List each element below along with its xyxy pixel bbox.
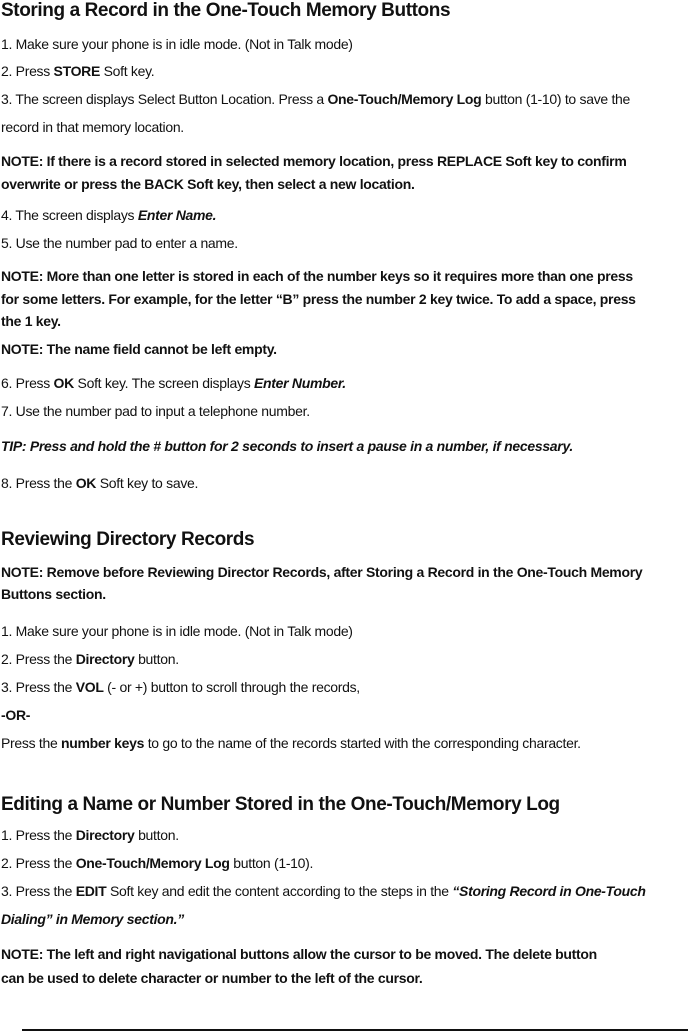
step-text: 7. Use the number pad to input a telephone number. (1, 403, 310, 419)
step-text: 5. Use the number pad to enter a name. (1, 235, 238, 251)
section-heading-reviewing: Reviewing Directory Records (1, 529, 255, 550)
section-heading-storing: Storing a Record in the One-Touch Memory Buttons (1, 0, 451, 21)
step-text: 3. Press the VOL (- or +) button to scroll through the records, (1, 679, 360, 695)
note-text: can be used to delete character or number to the left of the cursor. (1, 970, 423, 986)
note-text: NOTE: If there is a record stored in selected memory location, press REPLACE Soft key to confirm (1, 153, 627, 169)
step-text: 1. Make sure your phone is in idle mode. (Not in Talk mode) (1, 36, 353, 52)
note-text: Buttons section. (1, 586, 106, 602)
step-text: 2. Press the Directory button. (1, 651, 179, 667)
note-text: NOTE: Remove before Reviewing Director Records, after Storing a Record in the One-Touch Memory (1, 564, 643, 580)
step-text: record in that memory location. (1, 119, 184, 135)
section-heading-editing: Editing a Name or Number Stored in the One-Touch/Memory Log (1, 794, 560, 815)
step-text: Press the number keys to go to the name of the records started with the corresponding character. (1, 735, 581, 751)
step-text: 3. Press the EDIT Soft key and edit the content according to the steps in the “Storing Record in One-Touch (1, 883, 646, 899)
footer-rule (22, 1029, 688, 1031)
note-text: NOTE: The left and right navigational buttons allow the cursor to be moved. The delete button (1, 946, 597, 962)
note-text: NOTE: The name field cannot be left empty. (1, 341, 277, 357)
step-text: 1. Make sure your phone is in idle mode. (Not in Talk mode) (1, 623, 353, 639)
note-text: the 1 key. (1, 313, 61, 329)
step-text: 2. Press the One-Touch/Memory Log button (1-10). (1, 855, 314, 871)
step-text: 4. The screen displays Enter Name. (1, 207, 217, 223)
note-text: NOTE: More than one letter is stored in each of the number keys so it requires more than one press (1, 268, 633, 284)
step-text: Dialing” in Memory section.” (1, 911, 184, 927)
step-text: 1. Press the Directory button. (1, 827, 179, 843)
or-separator: -OR- (1, 707, 31, 723)
step-text: 2. Press STORE Soft key. (1, 63, 155, 79)
tip-text: TIP: Press and hold the # button for 2 seconds to insert a pause in a number, if necessary. (1, 438, 573, 454)
step-text: 3. The screen displays Select Button Location. Press a One-Touch/Memory Log button (1-10) to save the (1, 91, 631, 107)
note-text: overwrite or press the BACK Soft key, then select a new location. (1, 176, 415, 192)
step-text: 6. Press OK Soft key. The screen displays Enter Number. (1, 375, 346, 391)
note-text: for some letters. For example, for the letter “B” press the number 2 key twice. To add a space, press (1, 291, 636, 307)
step-text: 8. Press the OK Soft key to save. (1, 475, 199, 491)
